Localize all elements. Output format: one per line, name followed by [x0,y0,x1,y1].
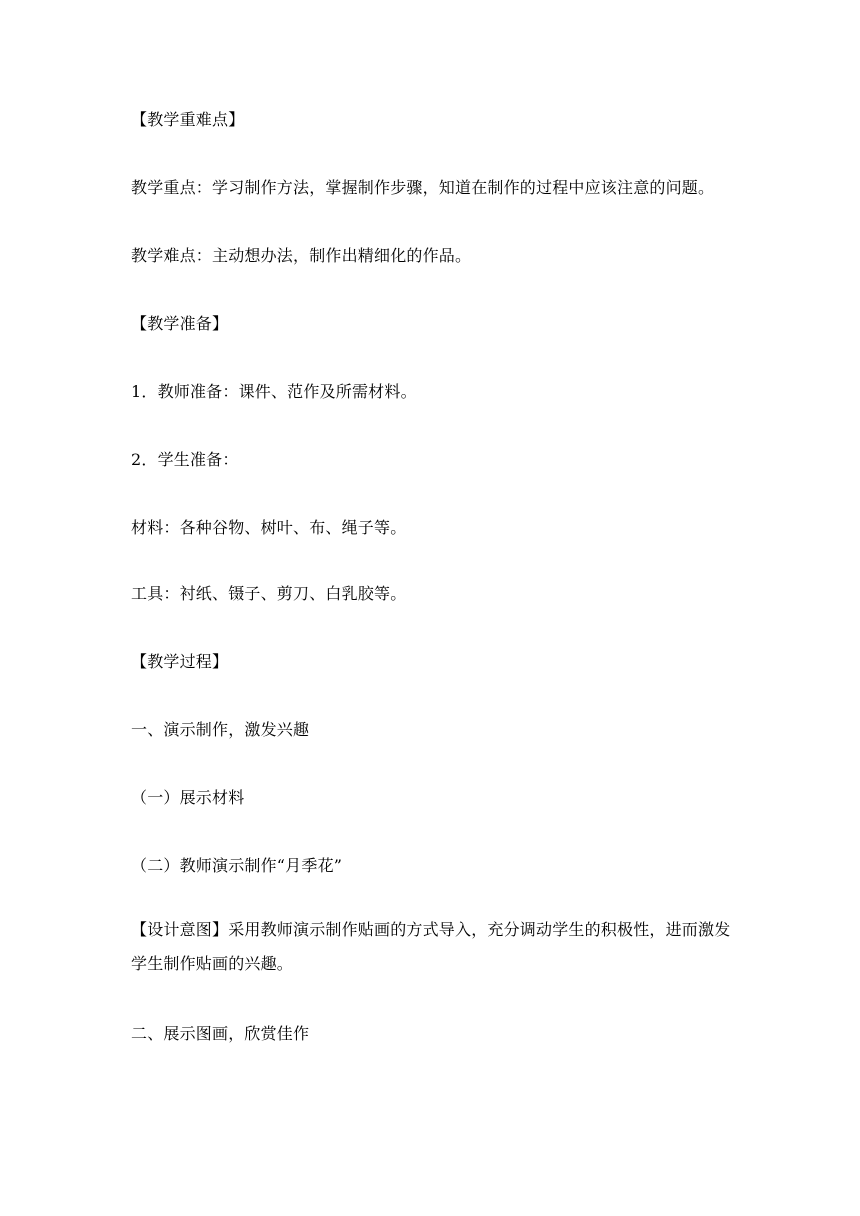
teacher-preparation-item: 1．教师准备：课件、范作及所需材料。 [131,382,417,401]
student-preparation-item: 2．学生准备： [131,450,239,469]
difficult-point-text: 教学难点：主动想办法，制作出精细化的作品。 [131,246,472,265]
tools-text: 工具：衬纸、镊子、剪刀、白乳胶等。 [131,584,407,603]
materials-text: 材料：各种谷物、树叶、布、绳子等。 [131,518,407,537]
design-intent-paragraph: 【设计意图】采用教师演示制作贴画的方式导入，充分调动学生的积极性，进而激发学生制作贴画的兴趣。 [131,920,731,973]
step2-title: 二、展示图画，欣赏佳作 [131,1024,310,1043]
preparation-heading: 【教学准备】 [131,314,229,333]
step1-subitem-1: （一）展示材料 [131,788,245,807]
step1-title: 一、演示制作，激发兴趣 [131,720,310,739]
key-point-text: 教学重点：学习制作方法，掌握制作步骤，知道在制作的过程中应该注意的问题。 [131,178,715,197]
step1-subitem-2: （二）教师演示制作“月季花” [131,856,343,875]
process-heading: 【教学过程】 [131,652,229,671]
key-points-heading: 【教学重难点】 [131,110,245,129]
